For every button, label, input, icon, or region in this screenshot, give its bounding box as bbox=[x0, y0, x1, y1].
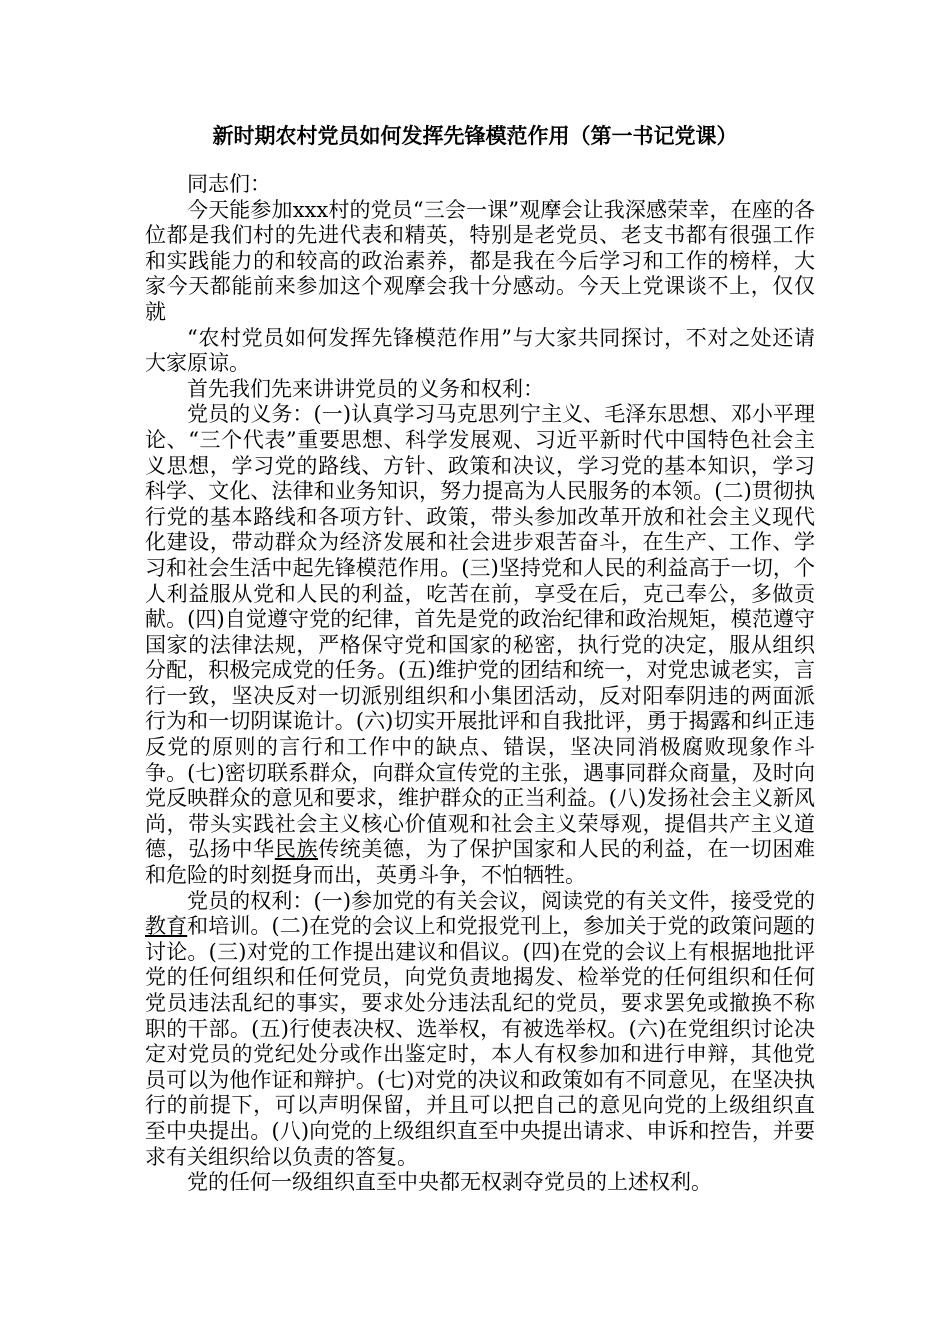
rights-underlined-word: 教育 bbox=[145, 914, 188, 939]
rights-text: 党员的权利：(一)参加党的有关会议，阅读党的有关文件，接受党的 bbox=[187, 888, 815, 913]
intro-paragraph: 今天能参加xxx村的党员“三会一课”观摩会让我深感荣幸，在座的各位都是我们村的先进代表和精英，特别是老党员、老支书都有很强工作和实践能力的和较高的政治素养，都是我在今后学习和工作的榜样，大家今天都能前来参加这个观摩会我十分感动。今天上党课谈不上，仅仅就 bbox=[145, 197, 815, 324]
closing-paragraph: 党的任何一级组织直至中央都无权剥夺党员的上述权利。 bbox=[187, 1170, 712, 1195]
document-title: 新时期农村党员如何发挥先锋模范作用（第一书记党课） bbox=[212, 123, 738, 148]
rights-paragraph bbox=[145, 889, 815, 1171]
salutation-paragraph: 同志们： bbox=[187, 172, 271, 196]
rights-text-end: 和培训。(二)在党的会议上和党报党刊上，参加关于党的政策问题的讨论。(三)对党的工作提出建议和倡议。(四)在党的会议上有根据地批评党的任何组织和任何党员，向党负责地揭发、检举党的任何组织和任何党员违法乱纪的事实，要求处分违法乱纪的党员，要求罢免或撤换不称职的干部。(五)行使表决权、选举权，有被选举权。(六)在党组织讨论决定对党员的党纪处分或作出鉴定时，本人有权参加和进行申辩，其他党员可以为他作证和辩护。(七)对党的决议和政策如有不同意见，在坚决执行的前提下，可以声明保留，并且可以把自己的意见向党的上级组织直至中央提出。(八)向党的上级组织直至中央提出请求、申诉和控告，并要求有关组织给以负责的答复。 bbox=[145, 914, 816, 1169]
duties-underlined-word: 民族 bbox=[274, 837, 319, 862]
duties-paragraph bbox=[145, 402, 815, 888]
duties-text-end: 传统美德，为了保护国家和人民的利益，在一切困难和危险的时刻挺身而出，英勇斗争，不怕牺牲。 bbox=[145, 837, 816, 888]
topic-paragraph: “农村党员如何发挥先锋模范作用”与大家共同探讨，不对之处还请大家原谅。 bbox=[145, 325, 815, 376]
document-body bbox=[145, 172, 815, 1196]
section-intro-paragraph: 首先我们先来讲讲党员的义务和权利： bbox=[187, 376, 544, 401]
duties-text: 党员的义务：(一)认真学习马克思列宁主义、毛泽东思想、邓小平理论、“三个代表”重要思想、科学发展观、习近平新时代中国特色社会主义思想，学习党的路线、方针、政策和决议，学习党的基本知识，学习科学、文化、法律和业务知识，努力提高为人民服务的本领。(二)贯彻执行党的基本路线和各项方针、政策，带头参加改革开放和社会主义现代化建设，带动群众为经济发展和社会进步艰苦奋斗，在生产、工作、学习和社会生活中起先锋模范作用。(三)坚持党和人民的利益高于一切，个人利益服从党和人民的利益，吃苦在前，享受在后，克己奉公，多做贡献。(四)自觉遵守党的纪律，首先是党的政治纪律和政治规矩，模范遵守国家的法律法规，严格保守党和国家的秘密，执行党的决定，服从组织分配，积极完成党的任务。(五)维护党的团结和统一，对党忠诚老实，言行一致，坚决反对一切派别组织和小集团活动，反对阳奉阴违的两面派行为和一切阴谋诡计。(六)切实开展批评和自我批评，勇于揭露和纠正违反党的原则的言行和工作中的缺点、错误，坚决同消极腐败现象作斗争。(七)密切联系群众，向群众宣传党的主张，遇事同群众商量，及时向党反映群众的意见和要求，维护群众的正当利益。(八)发扬社会主义新风尚，带头实践社会主义核心价值观和社会主义荣辱观，提倡共产主义道德，弘扬中华 bbox=[145, 402, 815, 862]
